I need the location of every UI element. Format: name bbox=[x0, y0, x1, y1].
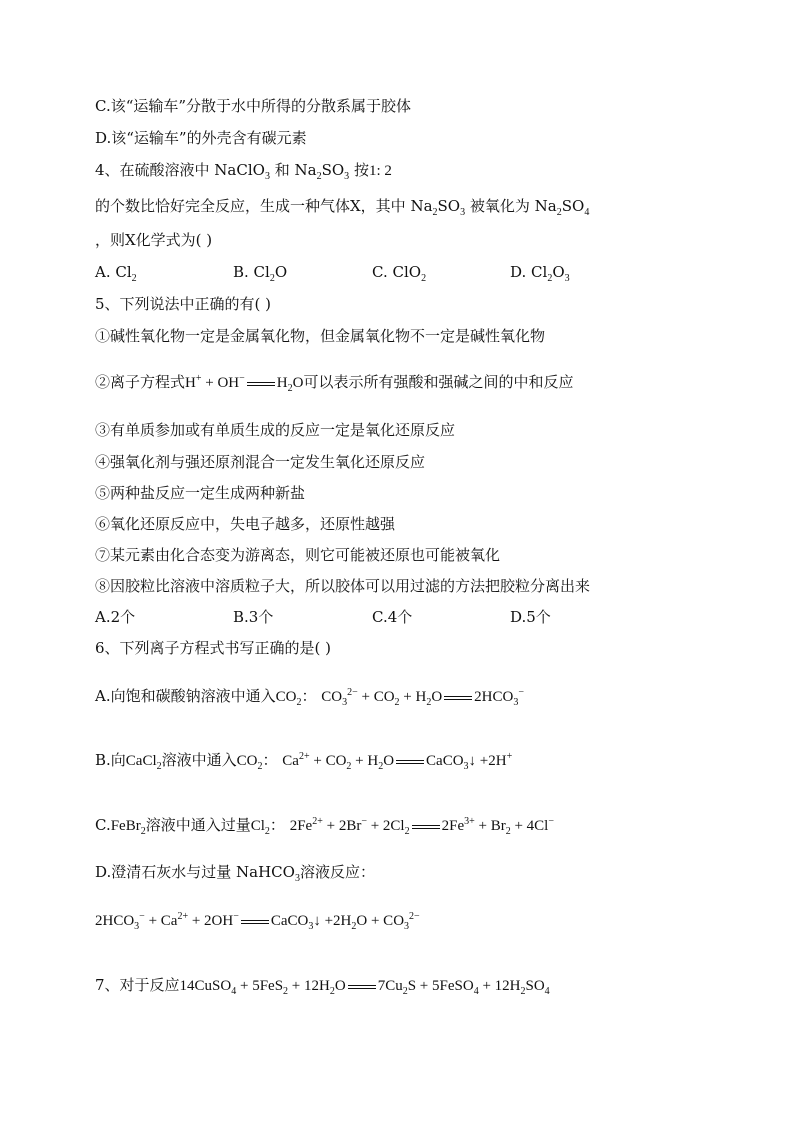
q5-statement-6: ⑥氧化还原反应中，失电子越多，还原性越强 bbox=[95, 515, 396, 533]
q5-statement-3: ③有单质参加或有单质生成的反应一定是氧化还原反应 bbox=[95, 421, 456, 439]
q5-statement-5: ⑤两种盐反应一定生成两种新盐 bbox=[95, 484, 306, 502]
q7-stem: 7、对于反应14CuSO$_4$ + $5FeS_2 + 12H_2O$ $7Cu_2S$ + 5FeSO$_4$ + $12H_2SO_4$ bbox=[95, 976, 550, 997]
q5-option-b: B.3个 bbox=[233, 608, 274, 626]
q5-statement-4: ④强氧化剂与强还原剂混合一定发生氧化还原反应 bbox=[95, 453, 426, 471]
q5-statement-8: ⑧因胶粒比溶液中溶质粒子大，所以胶体可以用过滤的方法把胶粒分离出来 bbox=[95, 577, 591, 595]
q6-option-a: A.向饱和碳酸钠溶液中通入$CO_2$： $CO_3^{2-} + CO_2 + H_2O$ $2HCO_3^-$ bbox=[95, 687, 524, 708]
q4-option-c: C. ClO$_2$ bbox=[372, 263, 427, 284]
q5-option-a: A.2个 bbox=[95, 608, 136, 626]
q5-statement-2: ②离子方程式H+ + OH− $H_2O$可以表示所有强酸和强碱之间的中和反应 bbox=[95, 373, 574, 394]
q4-stem-line2: 的个数比恰好完全反应，生成一种气体X，其中 $Na_2SO_3$ 被氧化为 $Na_2SO_4$ bbox=[95, 197, 590, 218]
q6-option-d: D.澄清石灰水与过量 NaHCO$_3$溶液反应： bbox=[95, 863, 375, 884]
q6-option-d-equation: $2HCO_3^- + Ca^{2+} + 2OH^-$ CaCO$_3$↓ $+2H_2O + CO_3^{2-}$ bbox=[95, 911, 420, 932]
q5-statement-1: ①碱性氧化物一定是金属氧化物，但金属氧化物不一定是碱性氧化物 bbox=[95, 327, 546, 345]
q6-option-b: B.向CaCl$_2$溶液中通入$CO_2$： $Ca^{2+} + CO_2 + H_2O$ CaCO$_3$↓ +2H+ bbox=[95, 751, 513, 772]
q4-option-d: D. $Cl_2O_3$ bbox=[510, 263, 570, 284]
q6-stem: 6、下列离子方程式书写正确的是( ) bbox=[95, 639, 332, 657]
q3-option-c: C.该“运输车”分散于水中所得的分散系属于胶体 bbox=[95, 97, 412, 115]
q4-stem-line3: ，则X化学式为( ) bbox=[95, 231, 213, 249]
q5-option-d: D.5个 bbox=[510, 608, 551, 626]
q5-option-c: C.4个 bbox=[372, 608, 413, 626]
q4-option-b: B. $Cl_2O$ bbox=[233, 263, 288, 284]
q5-stem: 5、下列说法中正确的有( ) bbox=[95, 295, 272, 313]
q4-stem-line1: 4、在硫酸溶液中 NaClO$_3$ 和 $Na_2SO_3$ 按1: 2 bbox=[95, 161, 392, 182]
q5-statement-7: ⑦某元素由化合态变为游离态，则它可能被还原也可能被氧化 bbox=[95, 546, 501, 564]
q3-option-d: D.该“运输车”的外壳含有碳元素 bbox=[95, 129, 307, 147]
q6-option-c: C.FeBr$_2$溶液中通入过量$Cl_2$： $2Fe^{2+} + 2Br^- + 2Cl_2$ $2Fe^{3+} + Br_2 + 4Cl^-$ bbox=[95, 816, 554, 837]
q4-option-a: A. $Cl_2$ bbox=[95, 263, 137, 284]
